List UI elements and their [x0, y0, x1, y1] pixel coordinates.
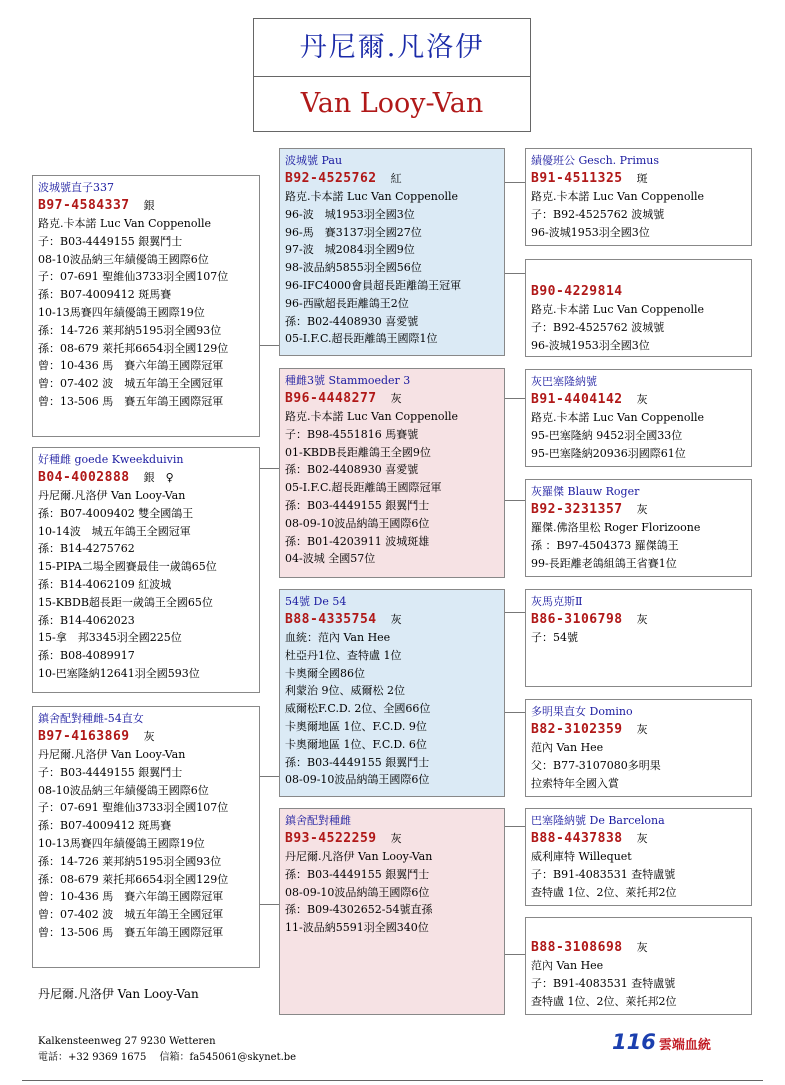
connector [259, 345, 280, 346]
logo-text: 雲端血統 [658, 1038, 711, 1053]
card-line: 孫：14-726 莱邦納5195羽全國93位 [38, 854, 222, 868]
ring-row [531, 720, 746, 739]
ring-number: B88-4335754 [285, 612, 377, 627]
card-header: 波城號 Pau [285, 154, 343, 167]
card-line: 08-10波品納三年績優鴿王國際6位 [38, 783, 209, 797]
card-line: 丹尼爾.凡洛伊 Van Looy-Van [285, 850, 433, 863]
card-line: 08-09-10波品納鴿王國際6位 [285, 885, 430, 899]
card-line: 曾：10-436 馬 賽六年鴿王國際冠軍 [38, 890, 224, 904]
plumage-color: 灰 [636, 832, 648, 845]
card-line: 05-I.F.C.超長距離鴿王國際冠軍 [285, 481, 442, 495]
ancestor-card [525, 699, 752, 797]
address-line: Kalkensteenweg 27 9230 Wetteren [38, 1036, 216, 1047]
card-line: 威爾松F.C.D. 2位、全國66位 [285, 702, 431, 716]
card-line: 父：B77-3107080多明果 [531, 758, 661, 772]
plumage-color: 斑 [636, 172, 648, 185]
card-line: 范內 Van Hee [531, 959, 604, 972]
granddam-2-card [279, 808, 505, 1015]
ring-row [531, 829, 746, 848]
contact-block [38, 1034, 296, 1066]
card-line: 孫：B03-4449155 銀翼鬥士 [285, 498, 430, 512]
card-line: 路克.卡本諾 Luc Van Coppenolle [531, 303, 704, 316]
card-line: 曾：13-506 馬 賽五年鴿王國際冠軍 [38, 394, 224, 408]
card-line: 96-波城1953羽全國3位 [531, 338, 650, 352]
ring-number: B88-3108698 [531, 940, 623, 955]
connector [259, 468, 280, 469]
card-line: 子：07-691 聖維仙3733羽全國107位 [38, 801, 229, 815]
card-line: 子：B03-4449155 銀翼鬥士 [38, 765, 183, 779]
ring-number: B88-4437838 [531, 831, 623, 846]
connector [505, 954, 525, 955]
ring-number: B86-3106798 [531, 612, 623, 627]
ancestor-card [525, 148, 752, 246]
ring-number: B97-4584337 [38, 198, 130, 213]
title-chinese: 丹尼爾.凡洛伊 [254, 19, 530, 77]
card-line: 子：B03-4449155 銀翼鬥士 [38, 234, 183, 248]
card-line: 08-10波品納三年績優鴿王國際6位 [38, 252, 209, 266]
ancestor-card [525, 917, 752, 1015]
card-line: 孫：B03-4449155 銀翼鬥士 [285, 867, 430, 881]
logo-number: 116 [612, 1030, 656, 1054]
card-line: 曾：07-402 波 城五年鴿王全國冠軍 [38, 377, 224, 391]
ring-row [285, 610, 499, 629]
sire-card [32, 175, 260, 437]
card-line: 08-09-10波品納鴿王國際6位 [285, 516, 430, 530]
grandsire-2-card [279, 589, 505, 797]
ring-number: B91-4404142 [531, 392, 623, 407]
card-header: 灰羅傑 Blauw Roger [531, 485, 640, 498]
pedigree-title-box [253, 18, 531, 132]
card-line: 孫：B14-4275762 [38, 542, 135, 556]
card-header: 鎮舍配對種雌-54直女 [38, 712, 144, 725]
plumage-color: 灰 [390, 832, 402, 845]
ring-row [531, 610, 746, 629]
second-dam-card [32, 706, 260, 968]
card-line: 孫：B07-4009412 斑馬賽 [38, 288, 172, 302]
card-line: 孫 ：B97-4504373 羅傑鴿王 [531, 538, 679, 552]
card-line: 15-PIPA二場全國賽最佳一歲鴿65位 [38, 560, 217, 574]
connector [259, 776, 280, 777]
card-line: 孫：B07-4009402 雙全國鴿王 [38, 506, 194, 520]
ancestor-card [525, 808, 752, 906]
card-line: 利蒙治 9位、威爾松 2位 [285, 684, 405, 698]
plumage-color: 灰 [636, 613, 648, 626]
card-line: 孫：B01-4203911 波城斑雄 [285, 534, 430, 548]
card-line: 孫：08-679 萊托邦6654羽全國129位 [38, 872, 229, 886]
card-line: 曾：10-436 馬 賽六年鴿王國際冠軍 [38, 359, 224, 373]
plumage-color: 灰 [143, 730, 155, 743]
ring-number: B90-4229814 [531, 284, 623, 299]
card-header: 種雌3號 Stammoeder 3 [285, 374, 411, 387]
card-header: 鎮舍配對種雌 [285, 814, 351, 827]
card-line: 10-13馬賽四年績優鴿王國際19位 [38, 836, 205, 850]
card-line: 孫：08-679 萊托邦6654羽全國129位 [38, 341, 229, 355]
card-line: 路克.卡本諾 Luc Van Coppenolle [531, 190, 704, 203]
card-line: 04-波城 全國57位 [285, 552, 376, 566]
card-line: 10-13馬賽四年績優鴿王國際19位 [38, 305, 205, 319]
ring-number: B96-4448277 [285, 391, 377, 406]
card-line: 孫：B03-4449155 銀翼鬥士 [285, 755, 430, 769]
connector [505, 826, 525, 827]
card-line: 子：B92-4525762 波城號 [531, 207, 665, 221]
footer-divider [22, 1080, 763, 1081]
ring-row [285, 829, 499, 848]
card-line: 15-KBDB超長距一歲鴿王全國65位 [38, 595, 213, 609]
card-header: 波城號直子337 [38, 181, 114, 194]
ring-number: B92-4525762 [285, 171, 377, 186]
dam-card [32, 447, 260, 693]
plumage-color: 紅 [390, 172, 402, 185]
ring-row [38, 727, 254, 746]
ring-number: B97-4163869 [38, 729, 130, 744]
ring-row [531, 169, 746, 188]
ring-row [285, 389, 499, 408]
contact-line: 電話：+32 9369 1675 信箱：fa545061@skynet.be [38, 1052, 297, 1063]
plumage-color: 灰 [636, 503, 648, 516]
connector [505, 273, 525, 274]
card-line: 血統：范內 Van Hee [285, 631, 391, 644]
ring-number: B04-4002888 [38, 470, 130, 485]
card-header: 好種雌 goede Kweekduivin [38, 453, 184, 466]
card-line: 路克.卡本諾 Luc Van Coppenolle [38, 217, 211, 230]
connector [505, 182, 525, 183]
card-line: 拉索特年全國入賞 [531, 776, 619, 790]
card-line: 路克.卡本諾 Luc Van Coppenolle [285, 190, 458, 203]
card-line: 05-I.F.C.超長距離鴿王國際1位 [285, 332, 438, 346]
card-line: 95-巴塞隆納20936羽國際61位 [531, 446, 686, 460]
plumage-color: 銀 ♀ [143, 471, 174, 484]
card-line: 10-14波 城五年鴿王全國冠軍 [38, 524, 191, 538]
card-line: 查特盧 1位、2位、萊托邦2位 [531, 994, 677, 1008]
ring-row [531, 938, 746, 957]
card-line: 96-IFC4000會員超長距離鴿王冠軍 [285, 278, 462, 292]
card-line: 子：B91-4083531 查特盧號 [531, 867, 676, 881]
ancestor-card [525, 479, 752, 577]
card-line: 丹尼爾.凡洛伊 Van Looy-Van [38, 748, 186, 761]
ring-row [531, 390, 746, 409]
connector [505, 612, 525, 613]
ancestor-card [525, 259, 752, 357]
card-line: 10-巴塞隆納12641羽全國593位 [38, 666, 200, 680]
card-header: 巴塞隆納號 De Barcelona [531, 814, 665, 827]
card-line: 01-KBDB長距離鴿王全國9位 [285, 445, 431, 459]
plumage-color: 銀 [143, 199, 155, 212]
card-line: 97-波 城2084羽全國9位 [285, 243, 415, 257]
plumage-color: 灰 [636, 723, 648, 736]
plumage-color: 灰 [636, 393, 648, 406]
card-line: 子：B92-4525762 波城號 [531, 320, 665, 334]
card-line: 98-波品納5855羽全國56位 [285, 261, 422, 275]
card-line: 丹尼爾.凡洛伊 Van Looy-Van [38, 489, 186, 502]
connector [505, 500, 525, 501]
ring-row [285, 169, 499, 188]
ancestor-card [525, 589, 752, 687]
card-line: 孫：B02-4408930 喜愛號 [285, 314, 419, 328]
card-line: 96-馬 賽3137羽全國27位 [285, 225, 422, 239]
ring-number: B91-4511325 [531, 171, 623, 186]
card-line: 卡奧爾地區 1位、F.C.D. 6位 [285, 737, 427, 751]
ring-row [531, 282, 746, 301]
card-line: 杜亞丹1位、查特盧 1位 [285, 648, 402, 662]
card-line: 子：54號 [531, 631, 578, 644]
card-header: 灰馬克斯Ⅱ [531, 595, 583, 608]
card-line: 99-長距離老鴿組鴿王省賽1位 [531, 556, 677, 570]
card-line: 卡奧爾地區 1位、F.C.D. 9位 [285, 719, 427, 733]
card-header: 灰巴塞隆納號 [531, 375, 597, 388]
card-header: 多明果直女 Domino [531, 705, 633, 718]
card-header: 績優班公 Gesch. Primus [531, 154, 660, 167]
plumage-color: 灰 [636, 941, 648, 954]
ring-number: B92-3231357 [531, 502, 623, 517]
title-latin: Van Looy-Van [300, 88, 484, 119]
card-line: 95-巴塞隆納 9452羽全國33位 [531, 428, 683, 442]
card-line: 子：B98-4551816 馬賽號 [285, 427, 419, 441]
card-line: 路克.卡本諾 Luc Van Coppenolle [531, 411, 704, 424]
connector [505, 398, 525, 399]
card-line: 15-拿 邦3345羽全國225位 [38, 631, 182, 645]
ring-number: B82-3102359 [531, 722, 623, 737]
card-line: 查特盧 1位、2位、萊托邦2位 [531, 885, 677, 899]
connector [505, 712, 525, 713]
ring-number: B93-4522259 [285, 831, 377, 846]
card-line: 孫：14-726 莱邦納5195羽全國93位 [38, 323, 222, 337]
grandsire-card [279, 148, 505, 356]
card-line: 羅傑.佛洛里松 Roger Florizoone [531, 521, 701, 534]
ring-row [38, 196, 254, 215]
plumage-color: 灰 [390, 392, 402, 405]
breeder-name: 丹尼爾.凡洛伊 Van Looy-Van [38, 987, 199, 1001]
plumage-color: 灰 [390, 613, 402, 626]
card-line: 路克.卡本諾 Luc Van Coppenolle [285, 410, 458, 423]
card-line: 孫：B14-4062023 [38, 613, 135, 627]
granddam-card [279, 368, 505, 578]
card-header: 54號 De 54 [285, 595, 347, 608]
card-line: 威利庫特 Willequet [531, 850, 632, 863]
card-line: 96-波 城1953羽全國3位 [285, 207, 415, 221]
card-line: 孫：B02-4408930 喜愛號 [285, 463, 419, 477]
card-line: 曾：13-506 馬 賽五年鴿王國際冠軍 [38, 925, 224, 939]
card-line: 11-波品納5591羽全國340位 [285, 921, 429, 935]
card-line: 范內 Van Hee [531, 741, 604, 754]
site-logo [612, 1030, 711, 1054]
card-line: 卡奧爾全國86位 [285, 666, 365, 680]
card-line: 曾：07-402 波 城五年鴿王全國冠軍 [38, 908, 224, 922]
card-line: 子：B91-4083531 查特盧號 [531, 976, 676, 990]
card-line: 08-09-10波品納鴿王國際6位 [285, 773, 430, 787]
card-line: 孫：B14-4062109 紅波城 [38, 577, 172, 591]
ancestor-card [525, 369, 752, 467]
ring-row [531, 500, 746, 519]
card-line: 孫：B08-4089917 [38, 649, 135, 663]
card-line: 孫：B09-4302652-54號直孫 [285, 903, 433, 917]
card-line: 子：07-691 聖維仙3733羽全國107位 [38, 270, 229, 284]
card-line: 孫：B07-4009412 斑馬賽 [38, 819, 172, 833]
card-line: 96-波城1953羽全國3位 [531, 225, 650, 239]
card-line: 96-西歐超長距離鴿王2位 [285, 296, 409, 310]
ring-row [38, 468, 254, 487]
connector [259, 904, 280, 905]
